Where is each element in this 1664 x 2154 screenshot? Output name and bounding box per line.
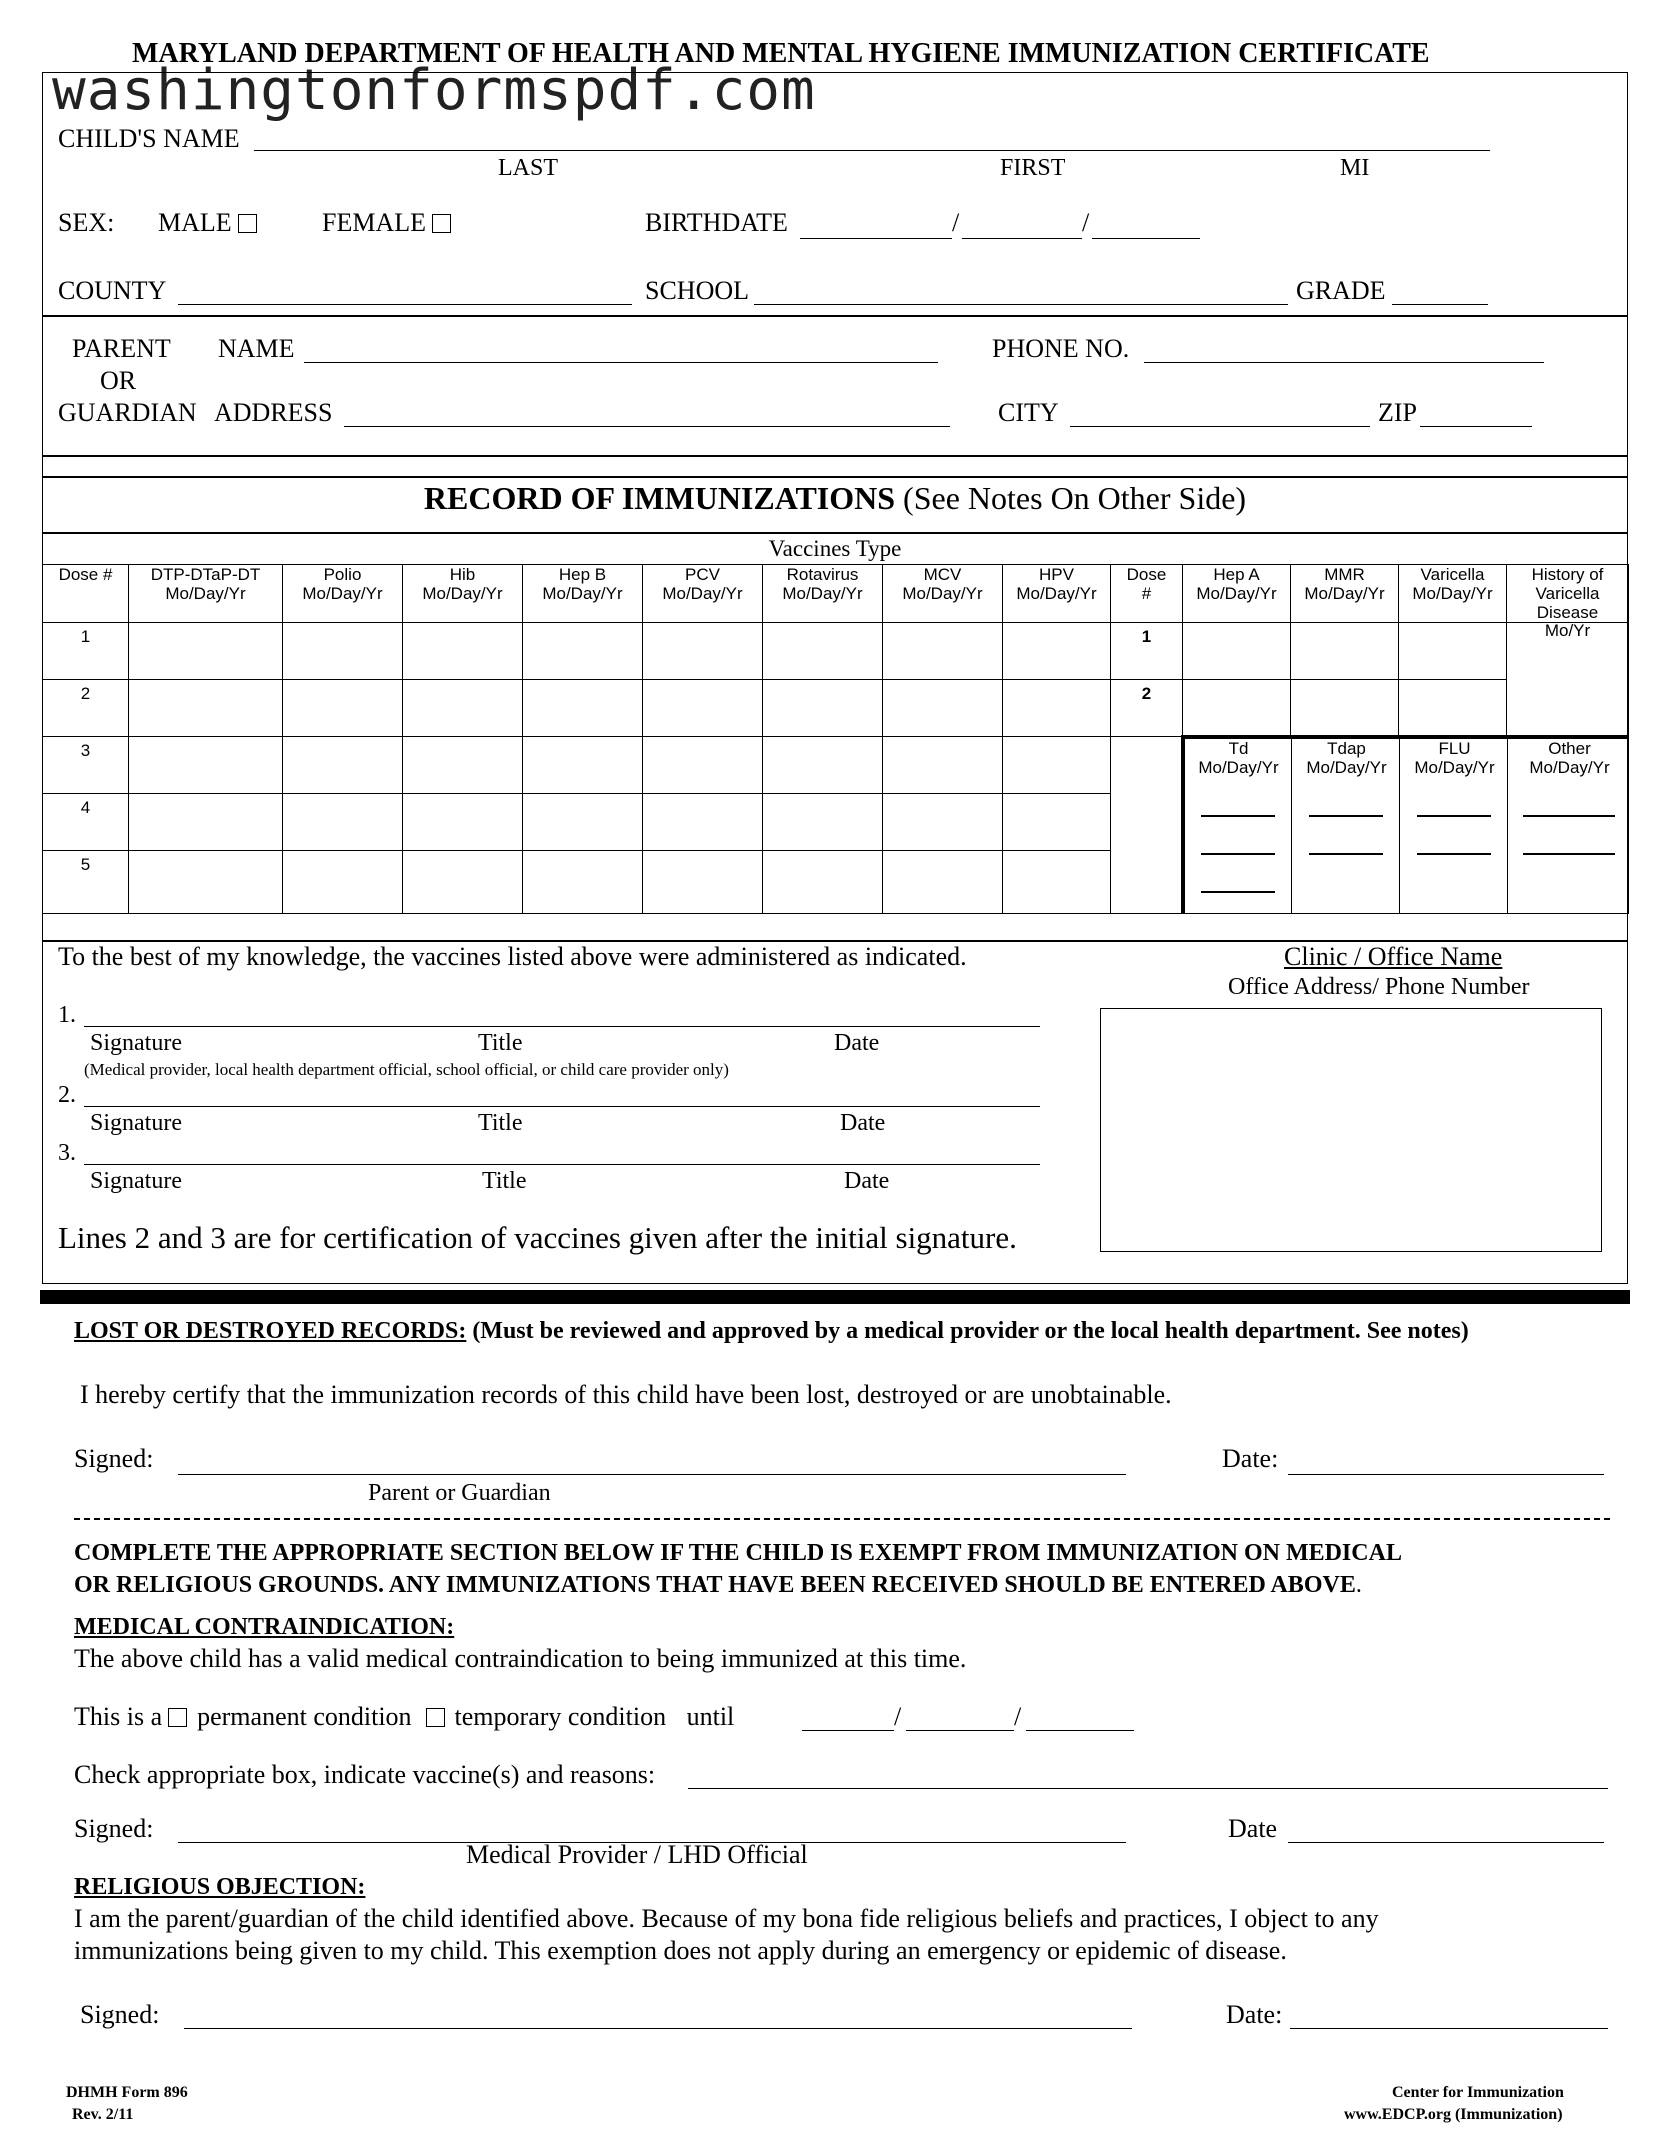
td-date-line[interactable] (1201, 815, 1275, 817)
date-separator: / (894, 1702, 902, 1731)
hepa-dose-1[interactable] (1183, 623, 1291, 680)
varicella-header: Varicella Mo/Day/Yr (1399, 565, 1507, 623)
other-date-line[interactable] (1523, 853, 1615, 855)
immunization-table (42, 564, 1629, 914)
dose-number: 2 (43, 680, 129, 737)
exemption-instructions-line2: OR RELIGIOUS GROUNDS. ANY IMMUNIZATIONS THAT HAVE BEEN RECEIVED SHOULD BE ENTERED ABOVE (74, 1572, 1356, 1598)
watermark: washingtonformspdf.com (52, 58, 816, 123)
hpv-dose-2[interactable] (1003, 680, 1111, 737)
childs-name-label: CHILD'S NAME (58, 124, 240, 153)
parent-guardian-label: Parent or Guardian (368, 1480, 551, 1506)
dtp-header: DTP-DTaP-DT Mo/Day/Yr (129, 565, 283, 623)
hepb-dose-1[interactable] (523, 623, 643, 680)
signature-number: 2. (58, 1082, 76, 1108)
tdap-date-line[interactable] (1309, 853, 1383, 855)
zip-label: ZIP (1378, 398, 1417, 427)
hepb-dose-4[interactable] (523, 794, 643, 851)
hepb-dose-3[interactable] (523, 737, 643, 794)
signature-number: 3. (58, 1140, 76, 1166)
birthdate-year-field[interactable] (1092, 238, 1200, 239)
column-divider (1507, 739, 1509, 914)
city-label: CITY (998, 398, 1059, 427)
divider (42, 476, 1628, 478)
pcv-dose-5[interactable] (643, 851, 763, 914)
zip-field[interactable] (1420, 426, 1532, 427)
signature-line-1[interactable] (84, 1026, 1040, 1027)
signature-line-3[interactable] (84, 1164, 1040, 1165)
mcv-dose-4[interactable] (883, 794, 1003, 851)
mcv-dose-2[interactable] (883, 680, 1003, 737)
hpv-dose-4[interactable] (1003, 794, 1111, 851)
permanent-checkbox[interactable] (168, 1708, 187, 1727)
condition-row (74, 1702, 734, 1732)
polio-header: Polio Mo/Day/Yr (283, 565, 403, 623)
rotavirus-dose-3[interactable] (763, 737, 883, 794)
clinic-name-label: Clinic / Office Name (1284, 942, 1503, 971)
form-number: DHMH Form 896 (66, 2084, 188, 2101)
religious-date-field[interactable] (1290, 2028, 1608, 2029)
signature-line-2[interactable] (84, 1106, 1040, 1107)
form-revision: Rev. 2/11 (72, 2106, 134, 2123)
varicella-dose-1[interactable] (1399, 623, 1507, 680)
grade-field[interactable] (1392, 304, 1488, 305)
medical-statement: The above child has a valid medical contraindication to being immunized at this time. (74, 1644, 967, 1673)
flu-header: FLU Mo/Day/Yr (1414, 738, 1495, 777)
medical-date-field[interactable] (1288, 1842, 1604, 1843)
exemption-instructions-line1: COMPLETE THE APPROPRIATE SECTION BELOW IF THE CHILD IS EXEMPT FROM IMMUNIZATION ON MEDICAL (74, 1540, 1402, 1566)
pcv-dose-2[interactable] (643, 680, 763, 737)
divider (42, 315, 1628, 317)
td-date-line[interactable] (1201, 853, 1275, 855)
vaccine-reasons-label: Check appropriate box, indicate vaccine(s) and reasons: (74, 1760, 656, 1789)
certification-statement: To the best of my knowledge, the vaccines listed above were administered as indicated. (58, 942, 967, 971)
title-label: Title (482, 1168, 527, 1194)
divider (42, 455, 1628, 457)
male-option[interactable] (158, 208, 257, 238)
column-divider (1399, 739, 1401, 914)
until-month-field[interactable] (802, 1730, 894, 1731)
pcv-dose-3[interactable] (643, 737, 763, 794)
office-address-label: Office Address/ Phone Number (1228, 974, 1530, 1000)
dose-number: 5 (43, 851, 129, 914)
dose2-header: Dose # (1111, 565, 1183, 623)
rotavirus-dose-5[interactable] (763, 851, 883, 914)
mmr-dose-2[interactable] (1291, 680, 1399, 737)
or-label: OR (100, 366, 137, 395)
grade-label: GRADE (1296, 276, 1386, 305)
signature-number: 1. (58, 1002, 76, 1028)
female-checkbox[interactable] (432, 214, 451, 233)
lost-signature-field[interactable] (178, 1474, 1126, 1475)
last-name-label: LAST (498, 155, 558, 181)
date-label: Date (834, 1030, 880, 1056)
religious-statement-line2: immunizations being given to my child. This exemption does not apply during an emergency or epidemic of disease. (74, 1936, 1287, 1965)
varicella-history-header: History of Varicella Disease (1507, 565, 1629, 623)
lost-records-statement: I hereby certify that the immunization records of this child have been lost, destroyed or are unobtainable. (80, 1380, 1172, 1409)
mcv-dose-5[interactable] (883, 851, 1003, 914)
tdap-date-line[interactable] (1309, 815, 1383, 817)
rotavirus-dose-1[interactable] (763, 623, 883, 680)
city-field[interactable] (1070, 426, 1370, 427)
until-day-field[interactable] (906, 1730, 1014, 1731)
female-label: FEMALE (322, 208, 426, 237)
religious-date-label: Date: (1226, 2000, 1283, 2029)
title-label: Title (478, 1030, 523, 1056)
until-label: until (686, 1702, 735, 1731)
thick-divider (40, 1290, 1630, 1304)
this-is-a-label: This is a (74, 1702, 163, 1731)
rotavirus-dose-4[interactable] (763, 794, 883, 851)
county-label: COUNTY (58, 276, 167, 305)
phone-label: PHONE NO. (992, 334, 1130, 363)
dose-number: 4 (43, 794, 129, 851)
female-option[interactable] (322, 208, 451, 238)
varicella-dose-2[interactable] (1399, 680, 1507, 737)
mcv-dose-3[interactable] (883, 737, 1003, 794)
polio-dose-2[interactable] (283, 680, 403, 737)
temporary-label: temporary condition (454, 1702, 667, 1731)
flu-date-line[interactable] (1417, 853, 1491, 855)
polio-dose-3[interactable] (283, 737, 403, 794)
date-separator: / (1082, 208, 1090, 237)
other-header: Other Mo/Day/Yr (1529, 738, 1610, 777)
birthdate-label: BIRTHDATE (645, 208, 788, 237)
hpv-dose-3[interactable] (1003, 737, 1111, 794)
date-separator: / (1014, 1702, 1022, 1731)
lower-vaccine-panel (1183, 737, 1629, 914)
hib-dose-3[interactable] (403, 737, 523, 794)
parent-name-label: NAME (218, 334, 295, 363)
hepa-dose-2[interactable] (1183, 680, 1291, 737)
flu-date-line[interactable] (1417, 815, 1491, 817)
mcv-header: MCV Mo/Day/Yr (883, 565, 1003, 623)
polio-dose-1[interactable] (283, 623, 403, 680)
religious-heading: RELIGIOUS OBJECTION: (74, 1874, 366, 1900)
first-name-label: FIRST (1000, 155, 1066, 181)
footer-website: www.EDCP.org (Immunization) (1344, 2106, 1563, 2123)
signature-note: (Medical provider, local health department official, school official, or child care provider only) (84, 1060, 729, 1079)
lines-note: Lines 2 and 3 are for certification of vaccines given after the initial signature. (58, 1220, 1017, 1255)
hib-dose-5[interactable] (403, 851, 523, 914)
hepb-header: Hep B Mo/Day/Yr (523, 565, 643, 623)
medical-heading: MEDICAL CONTRAINDICATION: (74, 1614, 455, 1640)
vaccine-reasons-field[interactable] (688, 1788, 1608, 1789)
guardian-label: GUARDIAN (58, 398, 197, 427)
right-dose-number: 1 (1111, 623, 1183, 680)
school-label: SCHOOL (645, 276, 750, 305)
lost-records-note: (Must be reviewed and approved by a medical provider or the local health department. See notes) (472, 1318, 1469, 1344)
signature-label: Signature (90, 1110, 182, 1136)
hpv-dose-5[interactable] (1003, 851, 1111, 914)
religious-signature-field[interactable] (184, 2028, 1132, 2029)
hib-header: Hib Mo/Day/Yr (403, 565, 523, 623)
lost-date-field[interactable] (1288, 1474, 1604, 1475)
varicella-history-cell[interactable]: Mo/Yr (1507, 623, 1629, 737)
record-heading (42, 480, 1628, 517)
column-divider (1291, 739, 1293, 914)
address-field[interactable] (344, 426, 950, 427)
tdap-header: Tdap Mo/Day/Yr (1306, 738, 1387, 777)
sex-label: SEX: (58, 208, 115, 237)
school-field[interactable] (754, 304, 1288, 305)
dashed-divider (74, 1518, 1610, 1520)
right-dose-number: 2 (1111, 680, 1183, 737)
rotavirus-header: Rotavirus Mo/Day/Yr (763, 565, 883, 623)
religious-signed-label: Signed: (80, 2000, 160, 2029)
medical-signed-label: Signed: (74, 1814, 154, 1843)
county-field[interactable] (178, 304, 632, 305)
mi-label: MI (1340, 155, 1370, 181)
record-title-note: (See Notes On Other Side) (903, 480, 1247, 516)
temporary-checkbox[interactable] (426, 1708, 445, 1727)
hepa-header: Hep A Mo/Day/Yr (1183, 565, 1291, 623)
exemption-instructions-line2-row: OR RELIGIOUS GROUNDS. ANY IMMUNIZATIONS THAT HAVE BEEN RECEIVED SHOULD BE ENTERED ABOVE. (74, 1572, 1362, 1598)
medical-provider-label: Medical Provider / LHD Official (466, 1840, 808, 1869)
footer-center-name: Center for Immunization (1392, 2084, 1564, 2101)
vaccines-type-label: Vaccines Type (768, 536, 902, 561)
record-title: RECORD OF IMMUNIZATIONS (423, 480, 896, 516)
hepb-dose-5[interactable] (523, 851, 643, 914)
permanent-label: permanent condition (197, 1702, 412, 1731)
pcv-dose-1[interactable] (643, 623, 763, 680)
dtp-dose-4[interactable] (129, 794, 283, 851)
lost-signed-label: Signed: (74, 1444, 154, 1473)
date-separator: / (952, 208, 960, 237)
lost-records-heading-row (74, 1318, 1469, 1345)
dtp-dose-2[interactable] (129, 680, 283, 737)
mmr-header: MMR Mo/Day/Yr (1291, 565, 1399, 623)
hpv-header: HPV Mo/Day/Yr (1003, 565, 1111, 623)
date-label: Date (844, 1168, 890, 1194)
hib-dose-4[interactable] (403, 794, 523, 851)
mmr-dose-1[interactable] (1291, 623, 1399, 680)
pcv-header: PCV Mo/Day/Yr (643, 565, 763, 623)
dtp-dose-1[interactable] (129, 623, 283, 680)
dose-number: 3 (43, 737, 129, 794)
birthdate-day-field[interactable] (962, 238, 1082, 239)
dose-header: Dose # (43, 565, 129, 623)
childs-name-field[interactable] (254, 150, 1490, 151)
hepb-dose-2[interactable] (523, 680, 643, 737)
lost-date-label: Date: (1222, 1444, 1279, 1473)
signature-label: Signature (90, 1168, 182, 1194)
rotavirus-dose-2[interactable] (763, 680, 883, 737)
td-header: Td Mo/Day/Yr (1198, 738, 1279, 777)
parent-name-field[interactable] (304, 362, 938, 363)
dtp-dose-5[interactable] (129, 851, 283, 914)
signature-label: Signature (90, 1030, 182, 1056)
dose-column-blank (1111, 737, 1183, 914)
other-date-line[interactable] (1523, 815, 1615, 817)
clinic-stamp-box[interactable] (1100, 1008, 1602, 1252)
title-label: Title (478, 1110, 523, 1136)
hib-dose-2[interactable] (403, 680, 523, 737)
hib-dose-1[interactable] (403, 623, 523, 680)
phone-field[interactable] (1144, 362, 1544, 363)
male-checkbox[interactable] (238, 214, 257, 233)
address-label: ADDRESS (214, 398, 333, 427)
polio-dose-5[interactable] (283, 851, 403, 914)
lost-records-heading: LOST OR DESTROYED RECORDS: (74, 1318, 467, 1344)
pcv-dose-4[interactable] (643, 794, 763, 851)
religious-statement-line1: I am the parent/guardian of the child identified above. Because of my bona fide religious beliefs and practices, I object to any (74, 1904, 1379, 1933)
parent-label: PARENT (72, 334, 171, 363)
male-label: MALE (158, 208, 232, 237)
mcv-dose-1[interactable] (883, 623, 1003, 680)
hpv-dose-1[interactable] (1003, 623, 1111, 680)
polio-dose-4[interactable] (283, 794, 403, 851)
until-year-field[interactable] (1026, 1730, 1134, 1731)
divider (42, 532, 1628, 534)
dose-number: 1 (43, 623, 129, 680)
birthdate-month-field[interactable] (800, 238, 952, 239)
date-label: Date (840, 1110, 886, 1136)
dtp-dose-3[interactable] (129, 737, 283, 794)
medical-date-label: Date (1228, 1814, 1278, 1843)
td-date-line[interactable] (1201, 891, 1275, 893)
form-title: MARYLAND DEPARTMENT OF HEALTH AND MENTAL HYGIENE IMMUNIZATION CERTIFICATE (132, 38, 1430, 69)
